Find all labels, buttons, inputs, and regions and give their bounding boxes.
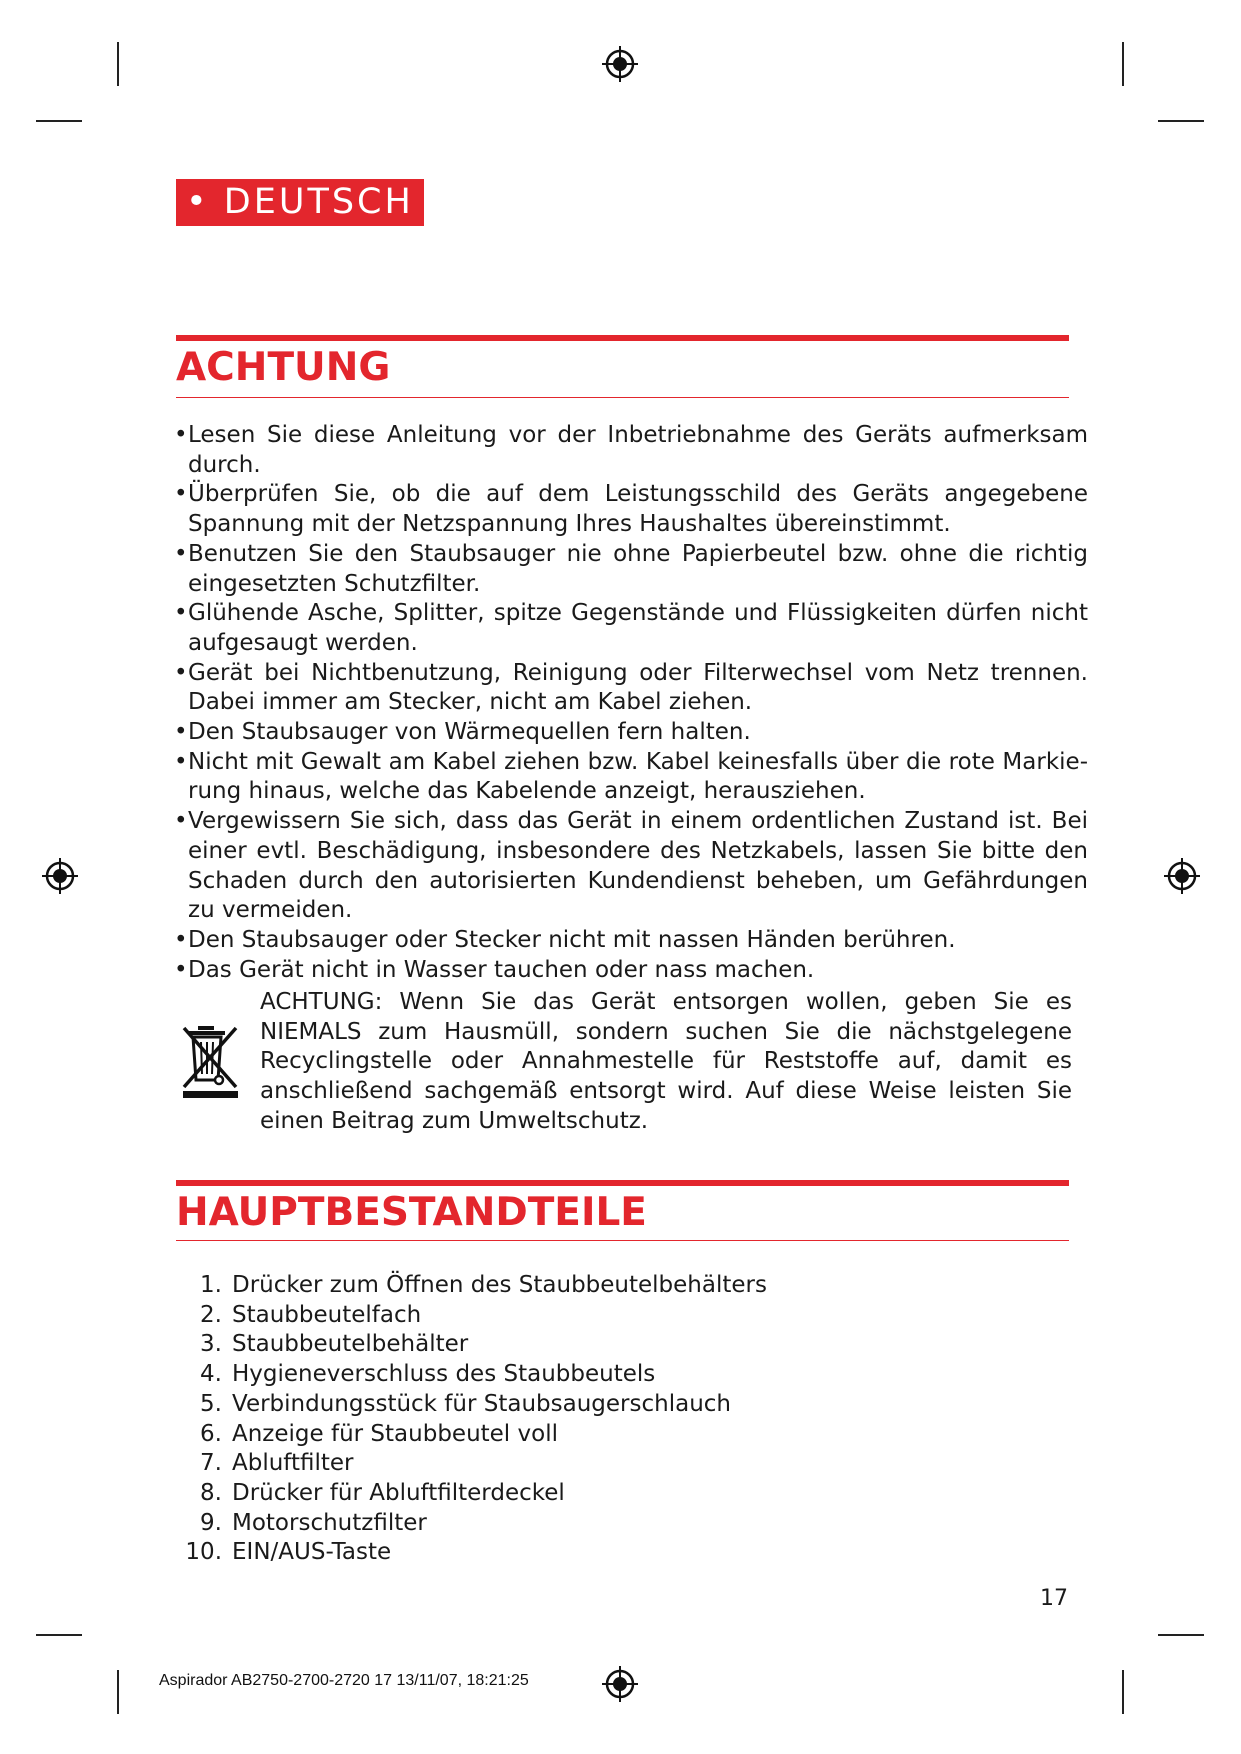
item-label: Staubbeutelfach [232,1301,422,1328]
crop-mark [1122,42,1124,86]
bullet-icon: • [174,748,188,775]
warning-text: Das Gerät nicht in Wasser tauchen oder nass machen. [188,956,815,983]
list-item [176,1301,767,1331]
list-item [176,1360,767,1390]
warning-text: Vergewissern Sie sich, dass das Gerät in einem ordentlichen Zustand ist. Bei einer evtl. Beschädigung, insbesondere des Netzkabels, lassen Sie bitte den Schaden durch den autorisierten Kundendienst beheben, um Gefährdungen zu vermeiden. [188,808,1088,924]
section-rule-thin [176,397,1069,398]
registration-crosshair-icon [1162,856,1202,896]
item-number: 6. [200,1420,222,1447]
list-item [176,807,1088,926]
warning-text: Den Staubsauger oder Stecker nicht mit nassen Händen berühren. [188,926,956,953]
warning-text: Benutzen Sie den Staubsauger nie ohne Papierbeutel bzw. ohne die richtig eingesetzten Schutzfilter. [188,540,1088,597]
bullet-icon: • [174,719,188,746]
list-item [176,1449,767,1479]
item-number: 1. [200,1272,222,1298]
list-item [176,599,1088,658]
section-rule-thick [176,1180,1069,1186]
warning-text: Glühende Asche, Splitter, spitze Gegenstände und Flüssigkeiten dürfen nicht aufgesaugt werden. [188,600,1088,656]
list-item [176,926,1088,956]
bullet-icon: • [174,540,188,567]
warning-list [176,421,1088,985]
registration-crosshair-icon [600,1664,640,1704]
list-item [176,956,1088,986]
item-label: Hygieneverschluss des Staubbeutels [232,1361,656,1388]
crop-mark [1122,1670,1124,1714]
bullet-icon: • [174,422,188,448]
crop-mark [36,120,82,122]
list-item [176,1479,767,1509]
item-number: 5. [200,1390,222,1417]
item-number: 4. [200,1361,222,1388]
bullet-icon: • [174,956,188,983]
bullet-icon: • [174,600,188,627]
crop-mark [36,1634,82,1636]
list-item [176,1390,767,1420]
item-label: Abluftfilter [232,1450,354,1477]
bullet-icon: • [174,481,188,508]
recycling-notice: ACHTUNG: Wenn Sie das Gerät entsorgen wollen, geben Sie es NIEMALS zum Hausmüll, sondern suchen Sie die nächstgelegene Recyclingstelle oder Annahmestelle für Reststoffe auf, damit es anschließend sachgemäß entsorgt wird. Auf diese Weise leisten Sie einen Beitrag zum Umweltschutz. [260,989,1072,1134]
warning-text: Überprüfen Sie, ob die auf dem Leistungsschild des Geräts angegebene Spannung mit der Netzspannung Ihres Haushaltes übereinstimmt. [188,481,1088,538]
item-number: 7. [200,1450,222,1477]
list-item [176,421,1088,480]
section-title-hauptbestandteile: HAUPTBESTANDTEILE [176,1190,647,1235]
page-number: 17 [1040,1586,1068,1611]
section-rule-thick [176,335,1069,341]
item-label: Verbindungsstück für Staubsaugerschlauch [232,1390,731,1417]
item-number: 2. [200,1301,222,1328]
parts-list [176,1271,767,1568]
list-item [176,1420,767,1450]
list-item [176,1538,767,1568]
list-item [176,659,1088,718]
item-label: Drücker für Abluftfilterdeckel [232,1479,565,1506]
item-label: EIN/AUS-Taste [232,1539,392,1566]
warning-text: Lesen Sie diese Anleitung vor der Inbetriebnahme des Geräts aufmerksam durch. [188,422,1088,478]
crop-mark [117,1670,119,1714]
list-item [176,1271,767,1301]
registration-crosshair-icon [40,856,80,896]
warning-text: Gerät bei Nichtbenutzung, Reinigung oder Filterwechsel vom Netz trennen. Dabei immer am Stecker, nicht am Kabel ziehen. [188,659,1088,716]
bullet-icon: • [174,808,188,835]
item-label: Drücker zum Öffnen des Staubbeutelbehälters [232,1272,767,1298]
warning-text: Den Staubsauger von Wärmequellen fern halten. [188,719,751,746]
list-item [176,480,1088,539]
item-number: 9. [200,1509,222,1536]
item-label: Staubbeutelbehälter [232,1331,469,1358]
crop-mark [1158,1634,1204,1636]
crop-mark [1158,120,1204,122]
list-item [176,540,1088,599]
section-title-achtung: ACHTUNG [176,345,391,390]
section-rule-thin [176,1240,1069,1241]
bullet-icon: • [174,659,188,686]
list-item [176,1330,767,1360]
item-number: 10. [185,1539,222,1566]
item-label: Motorschutzfilter [232,1509,427,1536]
crop-mark [117,42,119,86]
item-label: Anzeige für Staubbeutel voll [232,1420,558,1447]
bullet-icon: • [174,926,188,953]
item-number: 3. [200,1331,222,1358]
print-slug: Aspirador AB2750-2700-2720 17 13/11/07, 18:21:25 [159,1672,529,1689]
list-item [176,748,1088,807]
warning-text: Nicht mit Gewalt am Kabel ziehen bzw. Kabel keinesfalls über die rote Markierung hinaus, welche das Kabelende anzeigt, herausziehen. [188,748,1088,805]
list-item [176,718,1088,748]
registration-crosshair-icon [600,44,640,84]
crossed-out-wheelie-bin-icon [181,1024,241,1099]
list-item [176,1509,767,1539]
language-badge: • DEUTSCH [176,179,424,226]
item-number: 8. [200,1479,222,1506]
